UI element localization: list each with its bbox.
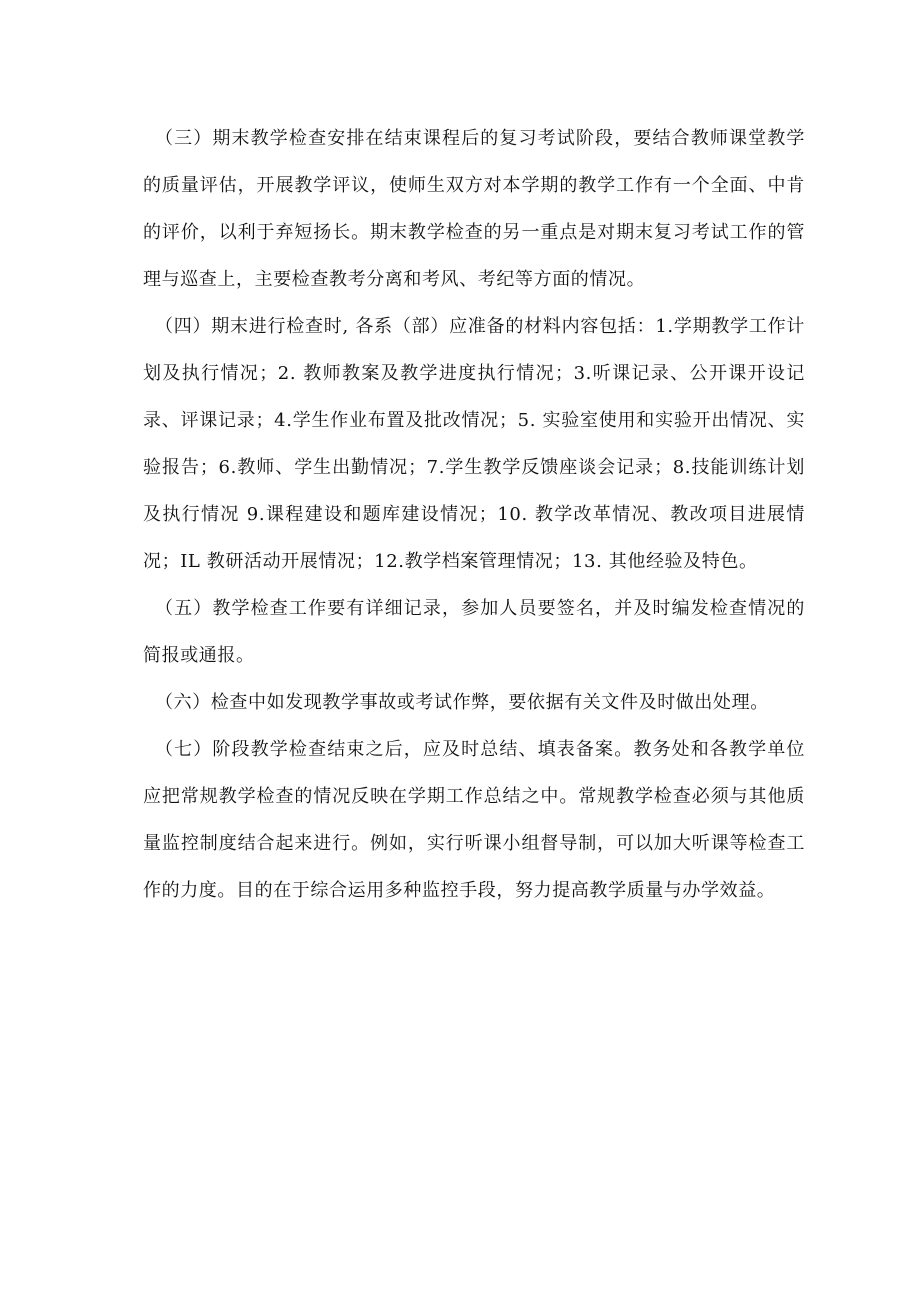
paragraph-section-5: （五）教学检查工作要有详细记录，参加人员要签名，并及时编发检查情况的简报或通报。 bbox=[143, 598, 805, 666]
paragraph-section-7: （七）阶段教学检查结束之后，应及时总结、填表备案。教务处和各教学单位应把常规教学检查的情况反映在学期工作总结之中。常规教学检查必须与其他质量监控制度结合起来进行。例如，实行听课小组督导制，可以加大听课等检查工作的力度。目的在于综合运用多种监控手段，努力提高教学质量与办学效益。 bbox=[143, 739, 805, 901]
paragraph-section-4: （四）期末进行检查时, 各系（部）应准备的材料内容包括：1.学期教学工作计划及执行情况；2. 教师教案及教学进度执行情况；3.听课记录、公开课开设记录、评课记录；4.学生作业布置及批改情况；5. 实验室使用和实验开出情况、实验报告；6.教师、学生出勤情况；7.学生教学反馈座谈会记录；8.技能训练计划及执行情况 9.课程建设和题库建设情况；10. 教学改革情况、教改项目进展情况；IL 教研活动开展情况；12.教学档案管理情况；13. 其他经验及特色。 bbox=[143, 316, 805, 572]
paragraph-section-6: （六）检查中如发现教学事故或考试作弊，要依据有关文件及时做出处理。 bbox=[155, 692, 769, 713]
document-body bbox=[143, 115, 805, 914]
paragraph-section-3: （三）期末教学检查安排在结束课程后的复习考试阶段，要结合教师课堂教学的质量评估，开展教学评议，使师生双方对本学期的教学工作有一个全面、中肯的评价，以利于弃短扬长。期末教学检查的另一重点是对期末复习考试工作的管理与巡查上，主要检查教考分离和考风、考纪等方面的情况。 bbox=[143, 128, 805, 290]
